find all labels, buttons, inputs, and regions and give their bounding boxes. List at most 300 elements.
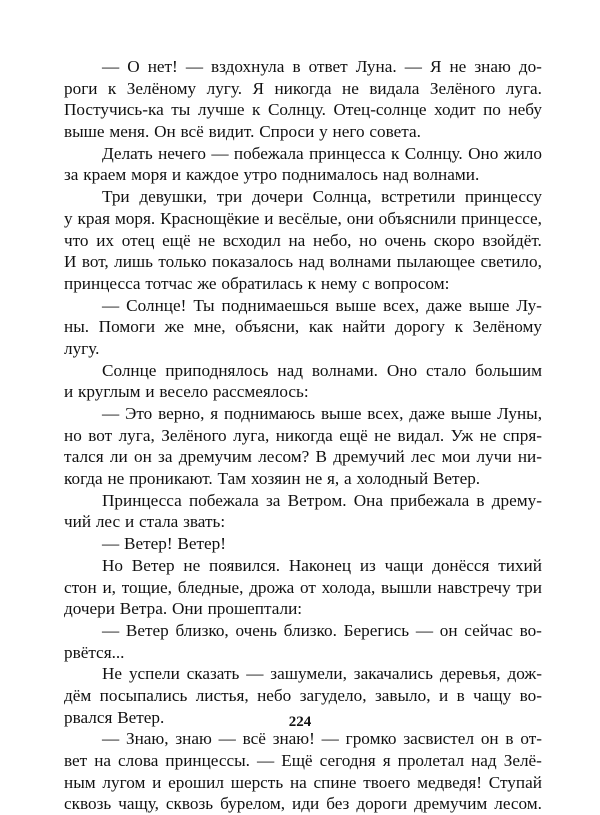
word: края xyxy=(77,208,111,228)
word: Оно xyxy=(386,360,418,380)
word: дож- xyxy=(507,664,542,684)
text-line xyxy=(64,642,542,664)
text-line xyxy=(64,663,542,685)
word: В xyxy=(315,447,327,467)
word: к xyxy=(107,78,117,98)
word: в xyxy=(505,729,514,749)
word: — xyxy=(256,751,275,770)
word: — xyxy=(102,534,120,554)
word: дочери xyxy=(251,187,303,207)
word: навстречу xyxy=(437,577,511,597)
word: твоего xyxy=(363,772,411,792)
word: не xyxy=(449,57,467,76)
word: принцессе, xyxy=(461,208,542,228)
word: луга, xyxy=(233,425,270,445)
word: близко. xyxy=(283,620,337,640)
word: к xyxy=(454,317,463,337)
word: жило xyxy=(503,143,542,163)
word: Ветер. xyxy=(432,469,481,489)
word: и xyxy=(124,512,135,532)
word: Оно xyxy=(468,143,499,163)
word: нет! xyxy=(147,57,178,76)
text-line xyxy=(64,750,542,772)
word: лугу. xyxy=(206,78,243,98)
text-line xyxy=(64,143,542,165)
word: бледные, xyxy=(177,577,244,597)
word: не xyxy=(107,469,125,489)
word: во- xyxy=(519,685,542,705)
word: весело xyxy=(159,382,209,402)
word: прошептали: xyxy=(207,599,303,619)
word: Постучись-ка xyxy=(64,100,164,120)
word: над xyxy=(277,360,303,380)
word: вопросом: xyxy=(374,273,450,293)
word: — xyxy=(218,729,236,749)
text-line xyxy=(64,273,542,295)
text-line xyxy=(64,772,542,794)
word: мне, xyxy=(193,317,226,337)
word: лишь xyxy=(114,252,153,272)
word: и xyxy=(145,382,155,402)
word: поднималось xyxy=(281,165,378,185)
word: листья, xyxy=(195,685,249,705)
word: Ветром. xyxy=(287,490,347,510)
word: очень xyxy=(384,230,427,250)
word: тался xyxy=(64,447,104,467)
text-line xyxy=(64,685,542,707)
word: не xyxy=(198,230,216,250)
word: загудело, xyxy=(299,685,367,705)
word: вет xyxy=(64,751,88,770)
word: только xyxy=(158,252,207,272)
word: выше xyxy=(320,404,362,423)
word: но xyxy=(64,425,82,445)
word: объяснили xyxy=(378,208,457,228)
text-line xyxy=(64,793,542,815)
text-line xyxy=(64,230,542,252)
word: близко, xyxy=(175,620,229,640)
word: а xyxy=(344,469,352,489)
word: видит. xyxy=(208,122,255,142)
word: знаю! xyxy=(272,729,315,749)
word: и, xyxy=(102,577,116,597)
word: обратилась xyxy=(221,273,303,293)
word: ны. xyxy=(64,317,90,337)
word: шерсть xyxy=(230,772,284,792)
word: Он xyxy=(154,122,176,142)
word: луга. xyxy=(505,78,542,98)
word: всё xyxy=(180,122,204,142)
word: меня. xyxy=(109,122,150,142)
word: не xyxy=(305,469,323,489)
word: стала xyxy=(138,512,179,532)
word: в xyxy=(292,57,301,76)
word: дрему- xyxy=(491,490,542,510)
word: чий xyxy=(64,512,92,532)
word: небо xyxy=(257,685,292,705)
text-line xyxy=(64,360,542,382)
word: И xyxy=(64,252,77,272)
word: Берегись xyxy=(343,620,410,640)
page-number: 224 xyxy=(288,714,312,730)
word: холодный xyxy=(356,469,429,489)
word: вышли xyxy=(381,577,432,597)
word: к xyxy=(391,143,400,163)
word: я xyxy=(210,404,219,423)
word: у xyxy=(64,208,73,228)
word: донёсся xyxy=(432,555,490,575)
word: ерошил xyxy=(168,772,224,792)
word: ты xyxy=(171,100,191,120)
word: сказать xyxy=(186,664,240,684)
word: Солнце xyxy=(102,360,157,380)
word: тощие, xyxy=(121,577,172,597)
word: Они xyxy=(171,599,203,619)
word: на xyxy=(289,772,307,792)
word: посыпались xyxy=(99,685,188,705)
word: никогда xyxy=(275,425,333,445)
word: — xyxy=(246,664,264,684)
word: за xyxy=(158,447,173,467)
word: роги xyxy=(64,78,98,98)
word: пылающее xyxy=(396,252,476,272)
word: громко xyxy=(345,729,397,749)
word: луга, xyxy=(118,425,155,445)
word: взойдёт. xyxy=(482,230,542,250)
word: Солнца, xyxy=(312,187,372,207)
word: иди xyxy=(292,794,320,814)
word: ещё xyxy=(339,425,368,445)
word: краем xyxy=(83,165,127,185)
text-line xyxy=(64,446,542,468)
word: лучше xyxy=(197,100,245,120)
word: круглым xyxy=(78,382,141,402)
word: дремучим xyxy=(178,447,252,467)
word: весёлые, xyxy=(278,208,342,228)
text-line xyxy=(64,121,542,143)
word: принцесса xyxy=(64,273,141,293)
word: к xyxy=(252,100,261,120)
text-line xyxy=(64,186,542,208)
text-line xyxy=(64,403,542,425)
word: он xyxy=(133,447,152,467)
text-line xyxy=(64,577,542,599)
text-line xyxy=(64,555,542,577)
text-line xyxy=(64,425,542,447)
word: Ветер. xyxy=(117,707,165,727)
word: Знаю, xyxy=(125,729,169,749)
word: выше xyxy=(64,122,105,142)
text-line xyxy=(64,208,542,230)
word: найти xyxy=(342,317,386,337)
word: — xyxy=(102,295,120,315)
text-line xyxy=(64,56,542,78)
word: Ступай xyxy=(488,772,542,792)
word: прибежала xyxy=(390,490,470,510)
word: ходит xyxy=(434,100,476,120)
word: утро xyxy=(243,165,278,185)
word: не xyxy=(479,425,497,445)
word: дороги xyxy=(356,794,408,814)
word: девушки, xyxy=(139,187,207,207)
word: О xyxy=(127,57,140,76)
word: проникают. xyxy=(129,469,213,489)
word: над xyxy=(471,751,497,770)
word: чащу xyxy=(473,685,512,705)
word: — xyxy=(404,57,422,76)
word: принцессу xyxy=(464,187,542,207)
word: тотчас xyxy=(145,273,193,293)
word: Ветер xyxy=(131,555,175,575)
word: у xyxy=(319,122,328,142)
word: выше xyxy=(450,404,492,423)
word: Уж xyxy=(450,425,474,445)
word: дорогу xyxy=(394,317,446,337)
word: чащу, xyxy=(118,794,159,814)
word: рвётся... xyxy=(64,642,125,662)
word: лугом xyxy=(102,772,146,792)
word: спине xyxy=(313,772,357,792)
word: стон xyxy=(64,577,97,597)
word: объясни, xyxy=(235,317,300,337)
word: всё xyxy=(242,729,266,749)
word: Принцесса xyxy=(102,490,182,510)
word: и xyxy=(64,382,74,402)
word: лугу. xyxy=(64,338,100,358)
word: Краснощёкие xyxy=(160,208,260,228)
word: как xyxy=(308,317,333,337)
word: побежала xyxy=(233,143,304,163)
word: он xyxy=(480,729,499,749)
word: с xyxy=(361,273,370,293)
word: никогда xyxy=(274,78,332,98)
word: Ветер! xyxy=(124,534,173,554)
word: сквозь xyxy=(64,794,112,814)
word: видал. xyxy=(397,425,445,445)
word: Отец-солнце xyxy=(333,100,427,120)
word: вот, xyxy=(81,252,109,272)
word: Я xyxy=(252,78,264,98)
word: появился. xyxy=(209,555,281,575)
word: — xyxy=(102,729,120,749)
word: зашумели, xyxy=(270,664,347,684)
word: же xyxy=(164,317,184,337)
word: их xyxy=(96,230,115,250)
word: Делать xyxy=(102,143,153,163)
word: принцессы. xyxy=(165,751,250,770)
word: спря- xyxy=(502,425,542,445)
word: Зелёного xyxy=(161,425,227,445)
word: большим xyxy=(475,360,542,380)
word: три xyxy=(516,577,542,597)
word: — xyxy=(321,729,339,749)
word: ни- xyxy=(517,447,542,467)
word: Не xyxy=(102,664,123,684)
word: лучи xyxy=(476,447,512,467)
word: Ветер xyxy=(125,620,169,640)
word: дремучий xyxy=(333,447,405,467)
word: выше xyxy=(335,295,377,315)
word: совета. xyxy=(369,122,421,142)
word: ли xyxy=(109,447,128,467)
word: ещё xyxy=(162,230,191,250)
text-line xyxy=(64,468,542,490)
word: дочери xyxy=(64,599,115,619)
word: приподнялось xyxy=(165,360,269,380)
word: лес xyxy=(411,447,436,467)
word: по xyxy=(483,100,501,120)
text-line xyxy=(64,620,542,642)
word: я, xyxy=(327,469,340,489)
word: небо, xyxy=(313,230,352,250)
word: сегодня xyxy=(319,751,376,770)
word: дрожа xyxy=(249,577,295,597)
word: моря xyxy=(131,165,168,185)
word: без xyxy=(326,794,350,814)
word: завыло, xyxy=(374,685,431,705)
word: рассмеялось: xyxy=(212,382,309,402)
word: Зелёному xyxy=(472,317,542,337)
word: — xyxy=(211,143,229,163)
word: — xyxy=(102,57,120,76)
word: знаю xyxy=(474,57,511,76)
word: не xyxy=(374,425,391,445)
word: — xyxy=(415,620,434,640)
word: волнами. xyxy=(413,165,480,185)
word: на xyxy=(288,230,306,250)
word: он xyxy=(439,620,458,640)
word: над xyxy=(298,252,325,272)
word: же xyxy=(197,273,217,293)
word: всех, xyxy=(367,404,404,423)
word: Луны, xyxy=(497,404,542,423)
word: в xyxy=(476,490,485,510)
word: Спроси xyxy=(259,122,315,142)
word: ответ xyxy=(308,57,348,76)
word: мои xyxy=(441,447,471,467)
word: до- xyxy=(518,57,542,76)
word: очень xyxy=(235,620,277,640)
word: Это xyxy=(125,404,153,423)
word: Зелёного xyxy=(429,78,496,98)
page-text-body xyxy=(64,56,542,815)
word: засвистел xyxy=(403,729,475,749)
text-line xyxy=(64,316,542,338)
word: Я xyxy=(429,57,442,76)
word: светило, xyxy=(480,252,542,272)
word: всех, xyxy=(383,295,420,315)
word: и xyxy=(438,685,449,705)
word: из xyxy=(359,555,376,575)
word: Солнцу. xyxy=(404,143,463,163)
word: Ветра. xyxy=(119,599,168,619)
word: от xyxy=(299,577,316,597)
text-line xyxy=(64,533,542,555)
word: сквозь xyxy=(165,794,214,814)
word: хозяин xyxy=(250,469,301,489)
word: за xyxy=(64,165,79,185)
word: сейчас xyxy=(464,620,513,640)
word: лес xyxy=(95,512,121,532)
word: бурелом, xyxy=(220,794,286,814)
word: и xyxy=(171,165,182,185)
word: над xyxy=(382,165,409,185)
word: дём xyxy=(64,685,92,705)
word: от- xyxy=(520,729,542,749)
word: Но xyxy=(102,555,124,575)
word: тихий xyxy=(498,555,542,575)
word: поднимаешься xyxy=(221,295,329,315)
word: Солнце! xyxy=(126,295,187,315)
word: Луна. xyxy=(355,57,397,76)
word: чащи xyxy=(384,555,424,575)
text-line xyxy=(64,99,542,121)
word: я xyxy=(382,751,391,770)
word: рвался xyxy=(64,707,113,727)
word: нечего xyxy=(158,143,206,163)
word: Ветер! xyxy=(177,534,226,554)
text-line xyxy=(64,251,542,273)
word: Там xyxy=(217,469,247,489)
word: слова xyxy=(118,751,159,770)
word: медведя! xyxy=(417,772,482,792)
word: не xyxy=(342,78,359,98)
word: скоро xyxy=(433,230,475,250)
word: закачались xyxy=(353,664,433,684)
word: во- xyxy=(519,620,542,640)
text-line xyxy=(64,164,542,186)
word: волнами. xyxy=(311,360,378,380)
word: звать: xyxy=(183,512,226,532)
word: даже xyxy=(409,404,445,423)
word: когда xyxy=(64,469,103,489)
word: даже xyxy=(426,295,462,315)
word: ным xyxy=(64,772,96,792)
word: знаю xyxy=(175,729,212,749)
word: и xyxy=(264,208,274,228)
word: верно, xyxy=(158,404,205,423)
text-line xyxy=(64,78,542,100)
word: — xyxy=(102,404,120,423)
word: но xyxy=(359,230,377,250)
word: видала xyxy=(369,78,420,98)
word: отец xyxy=(121,230,155,250)
word: лесом. xyxy=(494,794,542,814)
word: нему xyxy=(320,273,358,293)
word: моря. xyxy=(114,208,156,228)
word: побежала xyxy=(188,490,259,510)
word: каждое xyxy=(185,165,239,185)
word: Солнцу. xyxy=(267,100,326,120)
word: за xyxy=(266,490,281,510)
word: и xyxy=(152,772,162,792)
word: вздохнула xyxy=(211,57,285,76)
word: Она xyxy=(353,490,383,510)
word: лесом? xyxy=(258,447,310,467)
word: Лу- xyxy=(516,295,542,315)
word: холода, xyxy=(321,577,376,597)
word: Наконец xyxy=(288,555,352,575)
word: успели xyxy=(128,664,180,684)
word: него xyxy=(332,122,365,142)
text-line xyxy=(64,490,542,512)
word: дремучим xyxy=(414,794,488,814)
word: пролетал xyxy=(397,751,465,770)
word: стало xyxy=(425,360,467,380)
text-line xyxy=(64,728,542,750)
text-line xyxy=(64,511,542,533)
word: на xyxy=(94,751,112,770)
